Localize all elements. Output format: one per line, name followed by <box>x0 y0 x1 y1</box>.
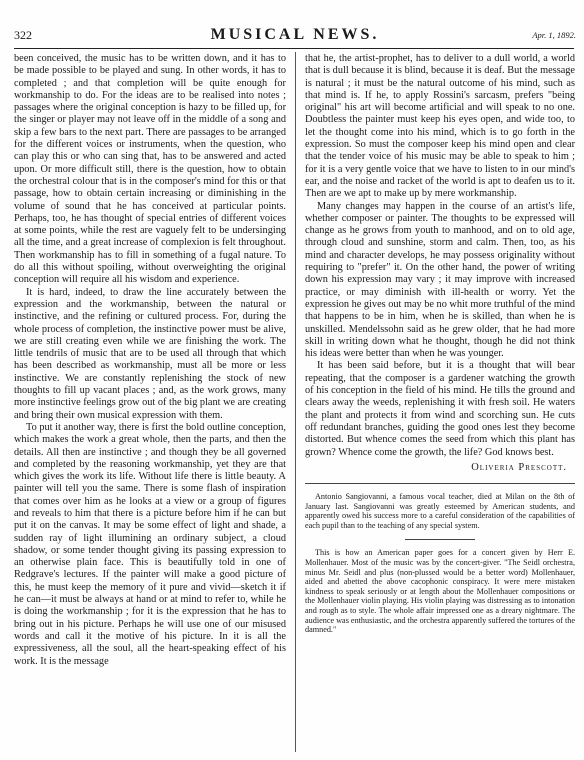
article-paragraph: Many changes may happen in the course of an artist's life, whether composer or painter. The thoughts to be expressed will change as he grows from youth to manhood, and on to old age, through cloud and sunshine, storm and calm. Then, too, as his mind and character develops, he may possess originality without requiring to "prefer" it. On the other hand, the power of writing down his expression may vary ; it may improve with increased practice, or may diminish with ill-health or worry. Yet the expression he gives out may be no whit more truthful of the mind that happens to be in him, when he is skilled, than when he is unskilled. Mendelssohn said as he grew older, that he had more skill in writing down what he thought, though he did not think his ideas were better than when he was younger. <box>305 200 575 360</box>
article-paragraph: To put it another way, there is first the bold outline conception, which makes the work a great whole, then the parts, and then the details. All then are instinctive ; and though they be all governed and completed by the reasoning workmanship, yet they are that which gives the work its life. Without life there is little beauty. A painter will tell you the same. There is some flash of inspiration that comes over him as he looks at a view or a group of figures and reveals to him that there is a picture before him if he can but put it on the canvas. It may be some effect of light and shade, a sudden ray of light illumining an ordinary subject, a cloud shadow, or some tender thought giving its passing expression to an otherwise plain face. This is beautifully told in one of Redgrave's lectures. If the painter will make a good picture of this, he must keep the memory of it pure and vivid—sketch it if he can—it must be always at hand or at mind to refer to, while he is doing the workmanship ; for it is the expression that he has to bring out in his picture. Perhaps he will use one of our misused words and call it the motive of his picture. In it is all the expressiveness, all the soul, all the heart-speaking effect of his work. It is the message <box>14 421 286 667</box>
masthead-title: MUSICAL NEWS. <box>210 26 380 43</box>
article-paragraph: that he, the artist-prophet, has to deliver to a dull world, a world that is dull because it is blind, because it is deaf. But the message is natural ; it must be the natural outcome of his mind, such as that mind is. If he, to apply Rossini's sarcasm, prefers "being original" his art will become artificial and will speak to no one. Doubtless the painter must keep his eyes open, and wide too, to let the thought come into his mind, which is to go forth in the expression. So must the composer keep his mind open and clear that the tender voice of his music may be able to speak to him ; for it is a very gentle voice that we have to listen to in our mind's ear, and the noise and racket of the world is apt to deafen us to it. Then are we apt to make up by mere workmanship. <box>305 53 575 200</box>
right-column <box>305 53 575 635</box>
author-signature: Oliveria Prescott. <box>471 461 567 473</box>
news-note <box>305 492 575 530</box>
article-paragraph: It has been said before, but it is a thought that will bear repeating, that the composer is a gardener watching the growth of his conception in the field of his mind. He tills the ground and clears away the weeds, replenishing it with fresh soil. He waters the plant and protects it from wind and scorching sun. He cuts off redundant branches, guiding the good ones lest they become distorted. But whence comes the seed from which this plant has grown? Whence come the growth, the life? God knows best. <box>305 360 575 458</box>
note-paragraph: This is how an American paper goes for a concert given by Herr E. Mollenhauer. Most of the music was by the concert-giver. "The Seidl orchestra, minus Mr. Seidl and plus (non-plussed would be a better word) Mollenhauer, aided and abetted the above cacophonic conspiracy. It were mere mistaken kindness to speak seriously or at length about the Mollenhauer compositions or the Mollenhauer violin playing. His violin playing was distressing as to intonation and rough as to style. The whole affair impressed one as a dreary nightmare. The audience was enthusiastic, and the orchestra apparently suffered the tortures of the damned." <box>305 548 575 635</box>
page-header <box>14 26 576 46</box>
article-paragraph: been conceived, the music has to be written down, and it has to be made possible to be played and sung. In other words, it has to completed ; and that completion will be quite enough for workmanship to do. For the ideas are to be realised into notes ; passages where the original conception is hazy to be filled up, for the singer or player may not leave off in the middle of a song and skip a few bars to the next part. There are passages to be arranged for the different voices or instruments, when the question, who can play this or who can sing that, has to be answered and acted upon. Or more difficult still, there is the question, how to obtain the orchestral colour that is in the composer's mind for this or that passage, how to obtain certain increasing or diminishing in the volume of sound that he has conceived at particular points. Perhaps, too, he has thought of special entries of different voices at some points, while the rest are vaguely felt to be undersinging all the time, and a great increase of complexion is felt throughout. Then workmanship has to fill in something of a fugal nature. To do all this without spoiling, without overweighting the original conception will require all his wisdom and experience. <box>14 53 286 286</box>
left-column <box>14 53 286 668</box>
page-number: 322 <box>14 28 32 42</box>
column-divider <box>295 52 296 752</box>
section-rule <box>305 483 575 484</box>
short-rule <box>405 539 475 540</box>
article-paragraph: It is hard, indeed, to draw the line accurately between the expression and the workmanship, between the natural or instinctive, and the refining or cultured process. For, during the whole process of completion, the instinctive power must be alive, we are still creating even while we are finishing the work. The little tendrils of music that are to be used all through that which has been described as workmanship, must all be more or less instinctive. We are constantly replenishing the stock of new thoughts to fill up vacant places ; and, as the work grows, many more instinctive feelings grow out of the big plant we are creating and bring their own musical expression with them. <box>14 286 286 421</box>
issue-date: Apr. 1, 1892. <box>532 30 576 40</box>
header-rule <box>14 48 574 49</box>
note-paragraph: Antonio Sangiovanni, a famous vocal teacher, died at Milan on the 8th of January last. Sangiovanni was greatly esteemed by American students, and apparently owed his success more to a careful consideration of the capabilities of each pupil than to the teaching of any special system. <box>305 492 575 530</box>
news-note <box>305 548 575 634</box>
